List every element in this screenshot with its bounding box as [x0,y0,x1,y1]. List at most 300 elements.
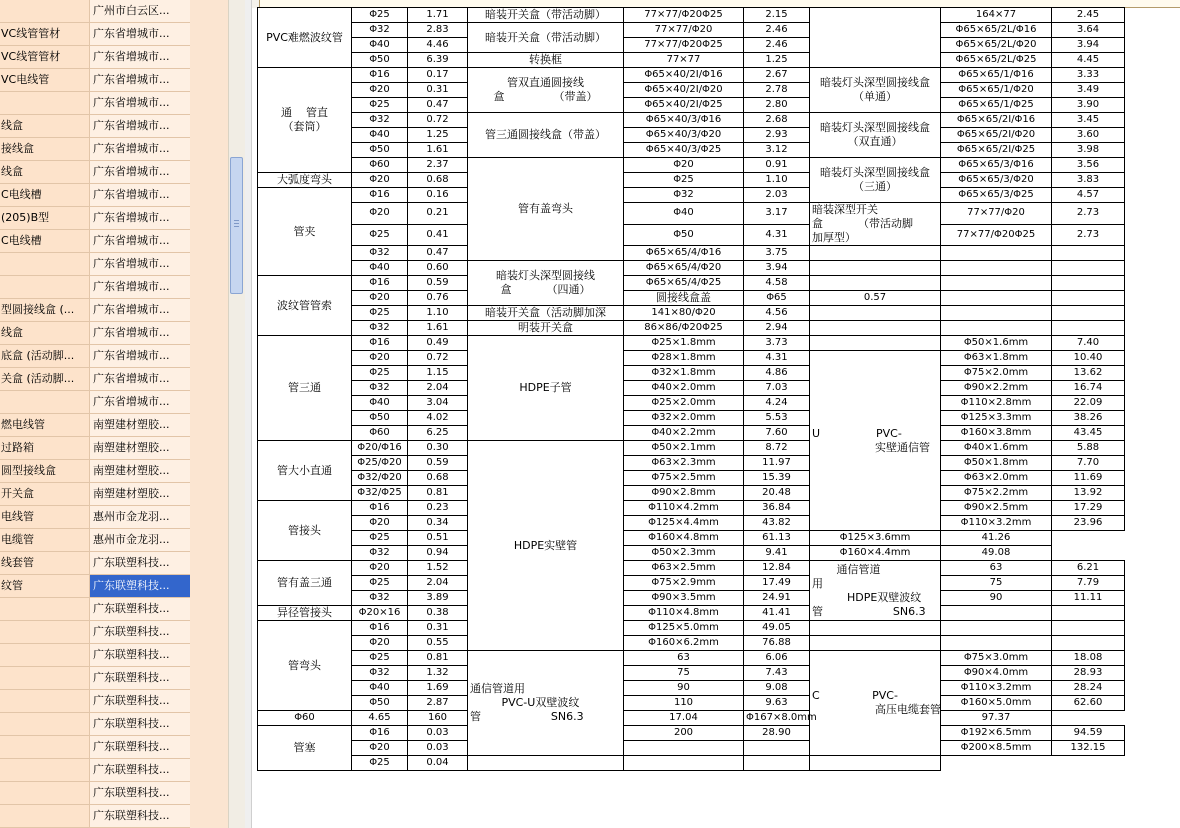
table-row [258,681,1125,696]
value-cell: Φ65×65/4/Φ25 [624,276,744,291]
value-cell: 9.63 [744,696,810,711]
sheet-cell-supplier[interactable]: 惠州市金龙羽... [90,506,190,528]
sheet-row[interactable] [0,391,190,414]
value-cell [744,756,810,771]
sheet-cell-supplier[interactable]: 广东省增城市... [90,322,190,344]
value-cell: 3.17 [744,203,810,225]
table-row [258,203,1125,225]
category-cell: 波纹管管索 [258,276,352,336]
sheet-row[interactable] [0,690,190,713]
value-cell: Φ16 [352,621,408,636]
sheet-row[interactable] [0,207,190,230]
sheet-cell-supplier[interactable]: 广东省增城市... [90,276,190,298]
value-cell: Φ160×6.2mm [624,636,744,651]
grip-icon [234,220,239,227]
value-cell: Φ110×3.2mm [941,681,1052,696]
sheet-row[interactable] [0,115,190,138]
sheet-row[interactable] [0,598,190,621]
value-cell: 2.04 [408,576,468,591]
sheet-cell-product[interactable]: VC线管管材 [0,23,90,45]
category-cell: 管接头 [258,501,352,561]
value-cell: Φ20 [352,561,408,576]
value-cell: Φ20 [352,351,408,366]
value-cell: Φ125×3.6mm [810,531,941,546]
value-cell: 0.30 [408,441,468,456]
sheet-cell-supplier[interactable]: 广东联塑科技... [90,644,190,666]
sheet-cell-product[interactable]: 线套管 [0,552,90,574]
value-cell: 86×86/Φ20Φ25 [624,321,744,336]
sheet-row[interactable] [0,69,190,92]
sheet-cell-supplier[interactable]: 广东联塑科技... [90,690,190,712]
value-cell: 24.91 [744,591,810,606]
value-cell: 0.04 [408,756,468,771]
sheet-cell-product[interactable] [0,713,90,735]
value-cell: Φ65×65/1/Φ25 [941,98,1052,113]
value-cell: Φ32 [352,591,408,606]
value-cell [744,741,810,756]
value-cell: Φ65×40/3/Φ20 [624,128,744,143]
value-cell: Φ160×5.0mm [941,696,1052,711]
value-cell [1052,621,1125,636]
table-row [258,696,1125,711]
value-cell: 0.55 [408,636,468,651]
value-cell: Φ20 [352,636,408,651]
value-cell: Φ25/Φ20 [352,456,408,471]
sheet-row[interactable] [0,299,190,322]
value-cell: 1.61 [408,321,468,336]
sheet-cell-supplier[interactable]: 广东省增城市... [90,230,190,252]
sheet-cell-supplier[interactable]: 广东省增城市... [90,92,190,114]
category-cell: 转换框 [468,53,624,68]
sheet-cell-supplier[interactable]: 广东省增城市... [90,69,190,91]
value-cell: 2.94 [744,321,810,336]
sheet-row[interactable] [0,782,190,805]
sheet-cell-supplier[interactable]: 南塑建材塑胶... [90,414,190,436]
sheet-cell-supplier[interactable]: 广东省增城市... [90,138,190,160]
sheet-cell-product[interactable]: 线盒 [0,115,90,137]
table-row [258,561,1125,576]
value-cell: 15.39 [744,471,810,486]
value-cell: 0.59 [408,456,468,471]
sheet-row[interactable] [0,621,190,644]
sheet-cell-product[interactable]: 关盒 (活动脚... [0,368,90,390]
sheet-cell-product[interactable]: 电线管 [0,506,90,528]
value-cell: Φ65×65/2I/Φ25 [941,143,1052,158]
value-cell: 2.15 [744,8,810,23]
table-row [258,486,1125,501]
sheet-row[interactable] [0,759,190,782]
category-cell: 暗装灯头深型圆接线盒 （单通） [810,68,941,113]
sheet-row[interactable] [0,575,190,598]
value-cell: 160 [408,711,468,726]
table-row [258,411,1125,426]
value-cell: Φ16 [352,68,408,83]
table-row [258,143,1125,158]
sheet-cell-product[interactable]: 型圆接线盒 (... [0,299,90,321]
value-cell [941,276,1052,291]
value-cell: Φ40 [624,203,744,225]
sheet-row[interactable] [0,161,190,184]
value-cell: 4.58 [744,276,810,291]
value-cell: 3.33 [1052,68,1125,83]
value-cell: 61.13 [744,531,810,546]
value-cell: 63 [624,651,744,666]
sheet-cell-supplier[interactable]: 广东联塑科技... [90,552,190,574]
category-cell [941,291,1052,306]
value-cell: 200 [624,726,744,741]
sheet-cell-supplier[interactable]: 广东省增城市... [90,368,190,390]
category-cell: 暗装开关盒（带活动脚） [468,23,624,53]
value-cell [1052,606,1125,621]
value-cell: Φ32 [352,23,408,38]
value-cell: 11.69 [1052,471,1125,486]
value-cell: 2.46 [744,38,810,53]
sheet-cell-product[interactable] [0,759,90,781]
sheet-cell-product[interactable]: C电线槽 [0,184,90,206]
sheet-row[interactable] [0,276,190,299]
sheet-cell-product[interactable] [0,0,90,22]
sheet-row[interactable] [0,736,190,759]
value-cell: Φ65×65/3/Φ25 [941,188,1052,203]
value-cell: 8.72 [744,441,810,456]
sheet-cell-product[interactable]: 燃电线管 [0,414,90,436]
value-cell: 0.76 [408,291,468,306]
value-cell: Φ32 [352,246,408,261]
value-cell: 0.94 [408,546,468,561]
sheet-cell-product[interactable]: 电缆管 [0,529,90,551]
value-cell: 36.84 [744,501,810,516]
value-cell: Φ25 [352,224,408,246]
value-cell: 75 [624,666,744,681]
value-cell [941,321,1052,336]
category-cell: 管大小直通 [258,441,352,501]
value-cell: 4.31 [744,351,810,366]
sheet-row[interactable] [0,667,190,690]
sheet-cell-product[interactable]: VC线管管材 [0,46,90,68]
value-cell: Φ25 [352,576,408,591]
sheet-row[interactable] [0,506,190,529]
value-cell: 0.31 [408,621,468,636]
value-cell: 90 [624,681,744,696]
value-cell: 9.41 [744,546,810,561]
value-cell: 63 [941,561,1052,576]
table-row [258,158,1125,173]
table-row [258,276,1125,291]
value-cell: 13.62 [1052,366,1125,381]
table-row [258,321,1125,336]
value-cell: Φ65×65/1/Φ16 [941,68,1052,83]
category-cell: 通 管直 （套筒） [258,68,352,173]
value-cell: 4.86 [744,366,810,381]
value-cell: Φ65×40/2I/Φ20 [624,83,744,98]
value-cell: 6.25 [408,426,468,441]
value-cell: 164×77 [941,8,1052,23]
sheet-cell-product[interactable] [0,736,90,758]
sheet-cell-supplier[interactable]: 广东联塑科技... [90,782,190,804]
sheet-cell-product[interactable] [0,805,90,827]
value-cell: 41.41 [744,606,810,621]
category-cell: 通信管道 用 HDPE双壁波纹 管 SN6.3 [810,561,941,621]
value-cell [1052,636,1125,651]
table-row [258,711,1125,726]
sheet-row[interactable] [0,483,190,506]
value-cell: Φ65×65/4/Φ20 [624,261,744,276]
value-cell: Φ65×40/2I/Φ25 [624,98,744,113]
value-cell: 49.05 [744,621,810,636]
sheet-cell-supplier[interactable]: 广东联塑科技... [90,713,190,735]
value-cell [1052,261,1125,276]
value-cell: Φ32 [352,546,408,561]
value-cell: Φ160×3.8mm [941,426,1052,441]
sheet-cell-product[interactable] [0,253,90,275]
sheet-cell-supplier[interactable]: 广东省增城市... [90,115,190,137]
sheet-row[interactable] [0,414,190,437]
value-cell: Φ16 [352,726,408,741]
value-cell: 0.47 [408,246,468,261]
value-cell: 3.60 [1052,128,1125,143]
table-row [258,98,1125,113]
value-cell: Φ40×1.6mm [941,441,1052,456]
sheet-cell-supplier[interactable]: 广东省增城市... [90,299,190,321]
value-cell [941,261,1052,276]
sheet-cell-supplier[interactable]: 广东省增城市... [90,253,190,275]
value-cell: 9.08 [744,681,810,696]
value-cell: Φ65×40/3/Φ25 [624,143,744,158]
value-cell: Φ65×65/2I/Φ16 [941,113,1052,128]
price-table [257,7,1125,771]
sheet-row[interactable] [0,460,190,483]
sheet-cell-product[interactable] [0,690,90,712]
value-cell: 1.69 [408,681,468,696]
value-cell: Φ110×2.8mm [941,396,1052,411]
sheet-cell-supplier[interactable]: 广东省增城市... [90,23,190,45]
value-cell [1052,291,1125,306]
value-cell: Φ20 [352,516,408,531]
sheet-cell-supplier[interactable]: 广东省增城市... [90,161,190,183]
sheet-cell-supplier[interactable]: 广东省增城市... [90,391,190,413]
value-cell [624,756,744,771]
value-cell: 6.39 [408,53,468,68]
value-cell: 38.26 [1052,411,1125,426]
sheet-cell-product[interactable] [0,644,90,666]
sheet-row[interactable] [0,230,190,253]
table-row [258,366,1125,381]
sheet-row[interactable] [0,345,190,368]
table-row [258,224,1125,246]
value-cell: 110 [624,696,744,711]
left-scrollbar-thumb[interactable] [230,157,243,294]
sheet-cell-supplier[interactable]: 广东省增城市... [90,46,190,68]
value-cell: 41.26 [941,531,1052,546]
category-cell: 暗装灯头深型圆接线盒 （三通） [810,158,941,203]
category-cell [810,336,941,351]
value-cell: Φ50×2.3mm [624,546,744,561]
sheet-cell-product[interactable]: 线盒 [0,322,90,344]
sheet-cell-supplier[interactable]: 广东省增城市... [90,207,190,229]
value-cell: Φ32/Φ20 [352,471,408,486]
category-cell: 管三通圆接线盒（带盖） [468,113,624,158]
sheet-cell-supplier[interactable]: 惠州市金龙羽... [90,529,190,551]
value-cell [1052,321,1125,336]
sheet-row[interactable] [0,713,190,736]
sheet-cell-product[interactable]: 底盒 (活动脚... [0,345,90,367]
value-cell: Φ25 [352,756,408,771]
sheet-row[interactable] [0,437,190,460]
value-cell: Φ20 [352,173,408,188]
table-row [258,576,1125,591]
sheet-row[interactable] [0,184,190,207]
sheet-row[interactable] [0,322,190,345]
table-row [258,53,1125,68]
sheet-row[interactable] [0,805,190,828]
table-row [258,516,1125,531]
table-row [258,246,1125,261]
value-cell: Φ20 [352,741,408,756]
value-cell: 0.21 [408,203,468,225]
value-cell: Φ25 [352,531,408,546]
value-cell: 0.68 [408,471,468,486]
sheet-cell-product[interactable]: (205)B型 [0,207,90,229]
sheet-row[interactable] [0,253,190,276]
value-cell: 2.73 [1052,203,1125,225]
sheet-cell-supplier[interactable]: 广东联塑科技... [90,736,190,758]
sheet-cell-product[interactable]: C电线槽 [0,230,90,252]
sheet-cell-supplier[interactable]: 广东省增城市... [90,345,190,367]
sheet-cell-product[interactable]: 纹管 [0,575,90,597]
sheet-row[interactable] [0,368,190,391]
value-cell: Φ16 [352,336,408,351]
category-cell: 管双直通圆接线 盒 （带盖） [468,68,624,113]
category-cell [810,8,941,68]
sheet-cell-supplier[interactable]: 南塑建材塑胶... [90,483,190,505]
sheet-row[interactable] [0,46,190,69]
sheet-cell-product[interactable]: 圆型接线盒 [0,460,90,482]
value-cell: 0.59 [408,276,468,291]
sheet-cell-product[interactable] [0,598,90,620]
sheet-cell-supplier[interactable]: 广州市白云区... [90,0,190,22]
category-cell: 管弯头 [258,621,352,711]
sheet-cell-product[interactable]: 线盒 [0,161,90,183]
value-cell: 7.43 [744,666,810,681]
value-cell: 2.46 [744,23,810,38]
value-cell: 13.92 [1052,486,1125,501]
sheet-cell-product[interactable] [0,92,90,114]
sheet-cell-product[interactable] [0,276,90,298]
left-vertical-scrollbar[interactable] [228,0,245,828]
value-cell: 0.91 [744,158,810,173]
value-cell: Φ75×2.9mm [624,576,744,591]
sheet-row[interactable] [0,138,190,161]
value-cell: Φ110×4.2mm [624,501,744,516]
value-cell: Φ32 [352,113,408,128]
value-cell: Φ32 [352,381,408,396]
sheet-row[interactable] [0,529,190,552]
value-cell: Φ65×65/4/Φ16 [624,246,744,261]
value-cell: 3.49 [1052,83,1125,98]
sheet-row[interactable] [0,552,190,575]
value-cell: 5.88 [1052,441,1125,456]
value-cell: Φ20 [352,203,408,225]
sheet-cell-product[interactable]: 接线盒 [0,138,90,160]
value-cell: Φ16 [352,276,408,291]
sheet-cell-supplier[interactable]: 广东联塑科技... [90,667,190,689]
table-row [258,351,1125,366]
document-view [245,0,1179,828]
value-cell: 4.46 [408,38,468,53]
value-cell: Φ32×1.8mm [624,366,744,381]
value-cell: Φ20×16 [352,606,408,621]
sheet-cell-supplier[interactable]: 广东联塑科技... [90,575,190,597]
sheet-cell-supplier[interactable]: 广东联塑科技... [90,759,190,781]
sheet-cell-supplier[interactable]: 广东省增城市... [90,184,190,206]
value-cell: 1.15 [408,366,468,381]
value-cell: 4.57 [1052,188,1125,203]
sheet-cell-product[interactable] [0,621,90,643]
category-cell [810,306,941,321]
sheet-row[interactable] [0,23,190,46]
value-cell: 4.56 [744,306,810,321]
value-cell: Φ90×2.2mm [941,381,1052,396]
table-row [258,261,1125,276]
category-cell: PVC难燃波纹管 [258,8,352,68]
sheet-cell-supplier[interactable]: 广东联塑科技... [90,621,190,643]
value-cell: 28.24 [1052,681,1125,696]
value-cell: 0.47 [408,98,468,113]
value-cell: Φ25 [352,366,408,381]
sheet-cell-supplier[interactable]: 南塑建材塑胶... [90,460,190,482]
value-cell: 28.93 [1052,666,1125,681]
value-cell: 76.88 [744,636,810,651]
value-cell: 2.68 [744,113,810,128]
value-cell: Φ40 [352,128,408,143]
value-cell: 3.12 [744,143,810,158]
table-row [258,531,1125,546]
table-row [258,173,1125,188]
value-cell: 16.74 [1052,381,1125,396]
value-cell: Φ63×2.5mm [624,561,744,576]
value-cell: 6.21 [1052,561,1125,576]
value-cell: 17.29 [1052,501,1125,516]
sheet-row[interactable] [0,0,190,23]
table-row [258,606,1125,621]
sheet-row[interactable] [0,644,190,667]
value-cell: 3.89 [408,591,468,606]
sheet-cell-product[interactable]: VC电线管 [0,69,90,91]
value-cell: 1.10 [744,173,810,188]
value-cell [941,636,1052,651]
value-cell: 0.81 [408,486,468,501]
value-cell: 20.48 [744,486,810,501]
sheet-cell-supplier[interactable]: 广东联塑科技... [90,598,190,620]
value-cell: 4.65 [352,711,408,726]
sheet-cell-product[interactable] [0,782,90,804]
value-cell: Φ25×1.8mm [624,336,744,351]
sheet-cell-product[interactable]: 过路箱 [0,437,90,459]
sheet-row[interactable] [0,92,190,115]
sheet-cell-product[interactable] [0,391,90,413]
value-cell: 0.34 [408,516,468,531]
sheet-cell-product[interactable] [0,667,90,689]
table-row [258,336,1125,351]
value-cell: Φ50 [352,53,408,68]
value-cell: 3.73 [744,336,810,351]
value-cell: Φ25 [352,651,408,666]
value-cell [468,756,624,771]
value-cell: 0.17 [408,68,468,83]
sheet-cell-supplier[interactable]: 南塑建材塑胶... [90,437,190,459]
sheet-cell-product[interactable]: 开关盒 [0,483,90,505]
sheet-cell-supplier[interactable]: 广东联塑科技... [90,805,190,827]
